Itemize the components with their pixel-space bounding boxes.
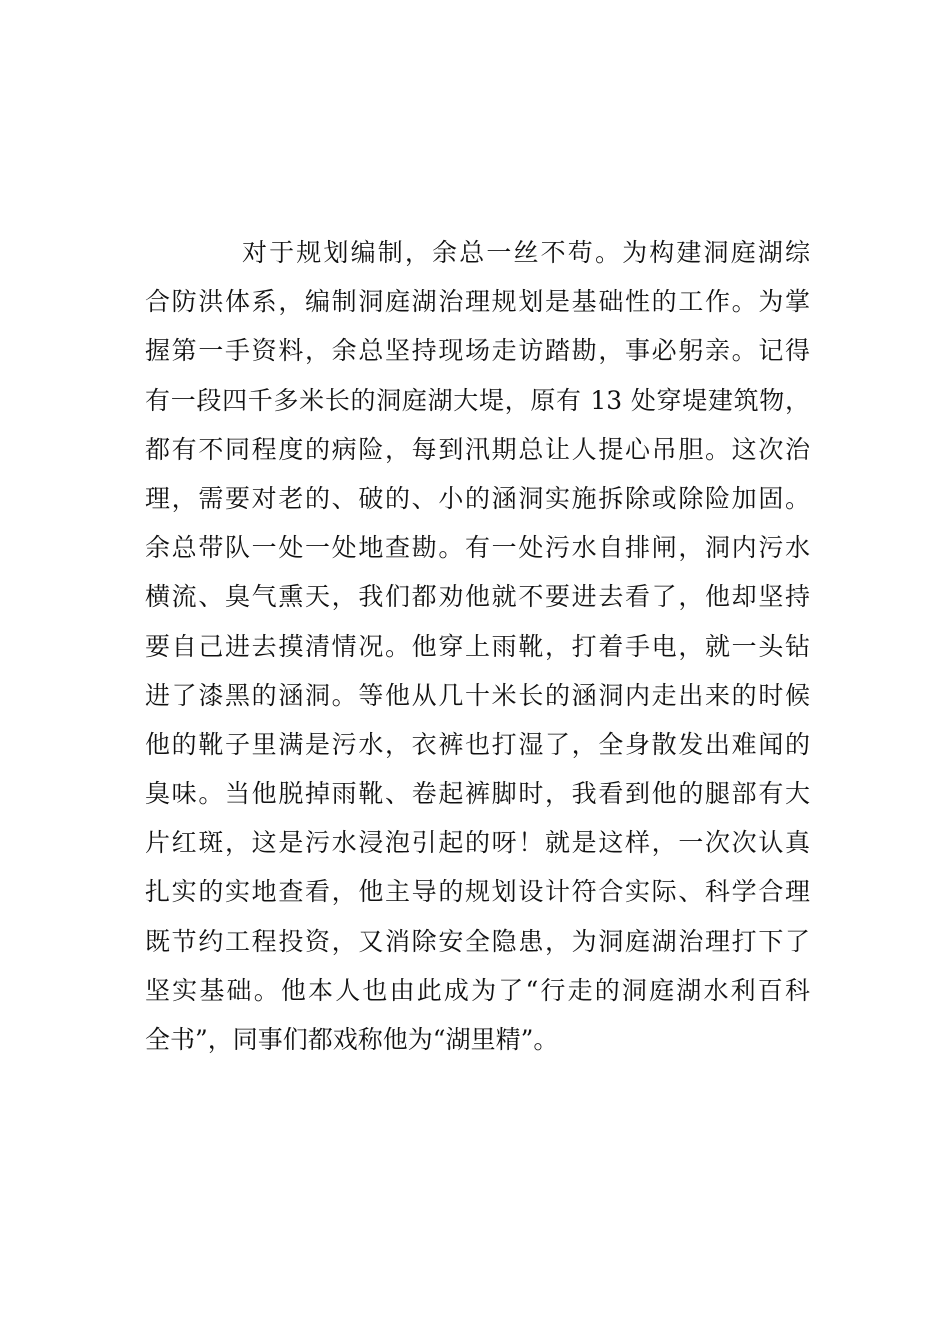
paragraph-line: 既节约工程投资，又消除安全隐患，为洞庭湖治理打下了 <box>145 926 810 956</box>
paragraph-line: 全书”，同事们都戏称他为“湖里精”。 <box>145 1025 559 1054</box>
paragraph-line: 臭味。当他脱掉雨靴、卷起裤脚时，我看到他的腿部有大 <box>145 779 810 809</box>
body-paragraph <box>145 228 810 1064</box>
paragraph-line: 理，需要对老的、破的、小的涵洞实施拆除或除险加固。 <box>145 483 810 513</box>
paragraph-line: 余总带队一处一处地查勘。有一处污水自排闸，洞内污水 <box>145 533 810 563</box>
paragraph-line: 片红斑，这是污水浸泡引起的呀！就是这样，一次次认真 <box>145 828 810 858</box>
paragraph-line: 合防洪体系，编制洞庭湖治理规划是基础性的工作。为掌 <box>145 287 810 317</box>
paragraph-line: 横流、臭气熏天，我们都劝他就不要进去看了，他却坚持 <box>145 582 810 612</box>
paragraph-line: 进了漆黑的涵洞。等他从几十米长的涵洞内走出来的时候 <box>145 680 810 710</box>
paragraph-line: 坚实基础。他本人也由此成为了“行走的洞庭湖水利百科 <box>145 975 810 1005</box>
paragraph-line: 他的靴子里满是污水，衣裤也打湿了，全身散发出难闻的 <box>145 729 810 759</box>
paragraph-line: 对于规划编制，余总一丝不苟。为构建洞庭湖综 <box>242 238 810 267</box>
paragraph-line: 握第一手资料，余总坚持现场走访踏勘，事必躬亲。记得 <box>145 336 810 366</box>
paragraph-line: 要自己进去摸清情况。他穿上雨靴，打着手电，就一头钻 <box>145 631 810 661</box>
paragraph-line: 有一段四千多米长的洞庭湖大堤，原有 13 处穿堤建筑物， <box>145 385 810 415</box>
paragraph-line: 都有不同程度的病险，每到汛期总让人提心吊胆。这次治 <box>145 434 810 464</box>
paragraph-line: 扎实的实地查看，他主导的规划设计符合实际、科学合理 <box>145 877 810 907</box>
